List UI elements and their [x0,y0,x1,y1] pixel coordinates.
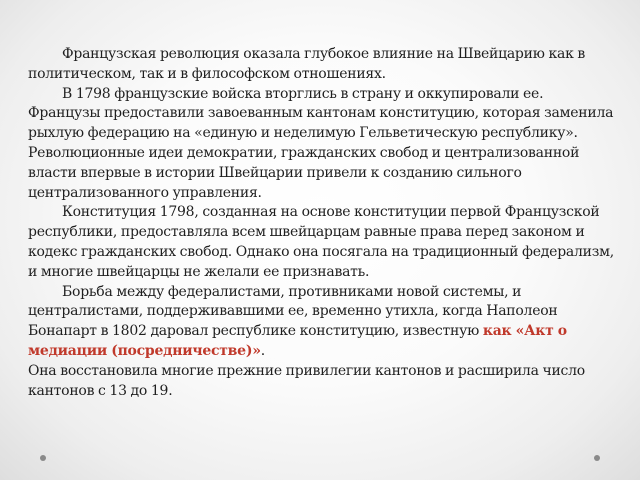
mediation-act-highlight: как «Акт о медиации (посредничестве)» [28,323,567,359]
mediation-text-end: . [260,342,265,359]
paragraph-mediation-act [28,283,618,362]
paragraph-french-invasion: В 1798 французские войска вторглись в страну и оккупировали ее. Французы предоставили завоеванным кантонам конституцию, которая заменила рыхлую федерацию на «единую и неделимую Гельветическую республику». Революционные идеи демократии, гражданских свобод и централизованной власти впервые в истории Швейцарии привели к созданию сильного централизованного управления. [28,85,614,201]
mediation-text-start: Борьба между федералистами, противниками новой системы, и централистами, поддерживавшими ее, временно утихла, когда Наполеон Бонапарт в 1802 даровал республике конституцию, известную [28,283,558,340]
paragraph-constitution-1798: Конституция 1798, созданная на основе конституции первой Французской республики, предоставляла всем швейцарцам равные права перед законом и кодекс гражданских свобод. Однако она посягала на традиционный федерализм, и многие швейцарцы не желали ее признавать. [28,204,614,280]
paragraph-revolution-influence: Французская революция оказала глубокое влияние на Швейцарию как в политическом, так и в философском отношениях. [28,46,585,82]
slide-text-body [28,45,618,401]
bottom-left-dot [40,455,46,461]
bottom-right-dot [594,455,600,461]
paragraph-cantons-restored: Она восстановила многие прежние привилегии кантонов и расширила число кантонов с 13 до 19. [28,362,585,399]
